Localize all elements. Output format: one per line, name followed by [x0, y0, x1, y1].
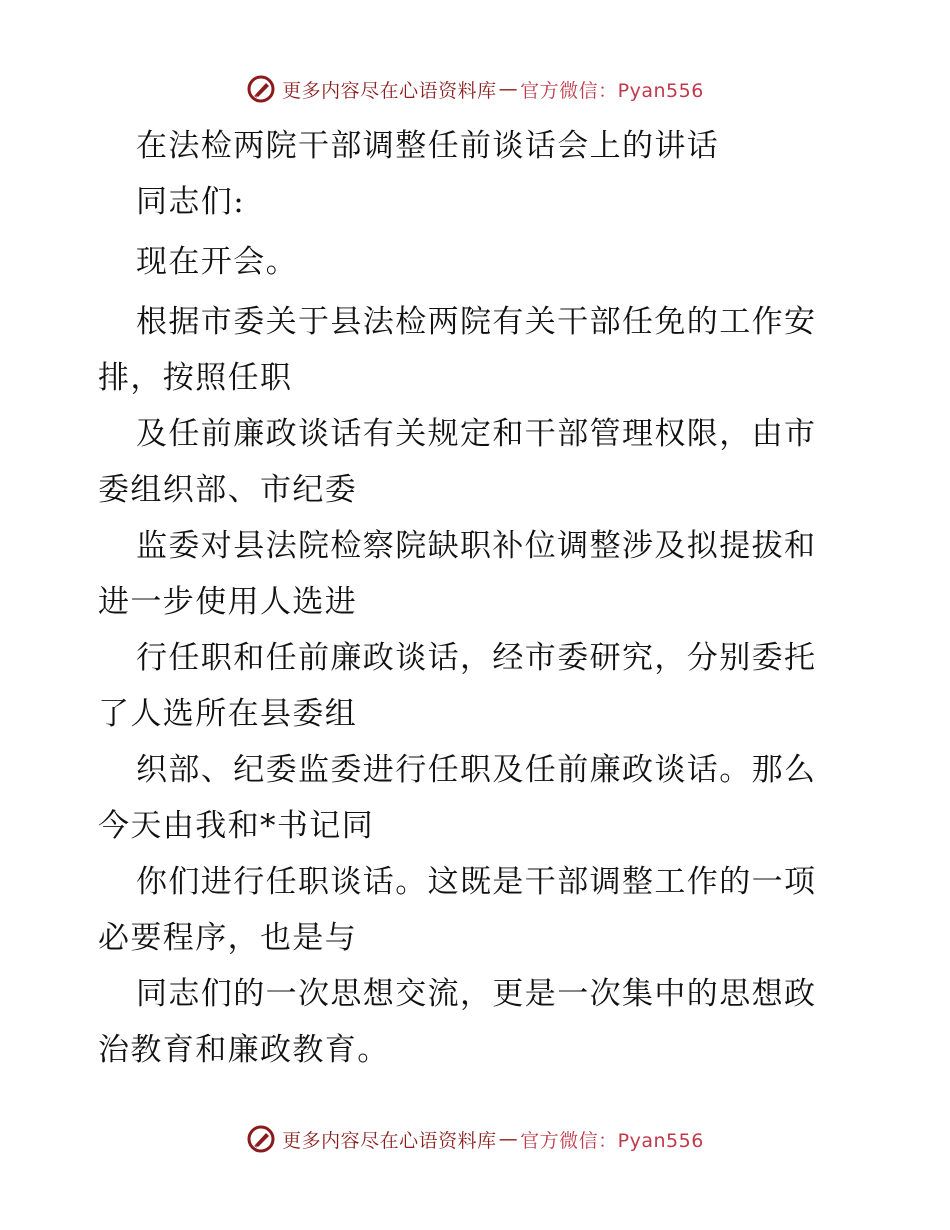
- body-line: 排，按照任职: [98, 360, 293, 396]
- document-body: [98, 120, 854, 1068]
- body-line: 织部、纪委监委进行任职及任前廉政谈话。那么: [136, 752, 817, 788]
- body-line: 同志们的一次思想交流，更是一次集中的思想政: [136, 976, 817, 1012]
- banner-separator: —: [498, 78, 519, 100]
- opening-line: 现在开会。: [136, 244, 298, 280]
- banner-wechat-text: 官方微信：Pyan556: [520, 79, 704, 102]
- pen-logo-icon: [246, 1124, 276, 1154]
- body-line: 及任前廉政谈话有关规定和干部管理权限，由市: [136, 416, 817, 452]
- header-banner: [0, 74, 950, 104]
- pen-logo-icon: [246, 74, 276, 104]
- body-line: 进一步使用人选进: [98, 584, 358, 620]
- body-line: 监委对县法院检察院缺职补位调整涉及拟提拔和: [136, 528, 817, 564]
- body-line: 今天由我和*书记同: [98, 808, 375, 844]
- body-line: 行任职和任前廉政谈话，经市委研究，分别委托: [136, 640, 817, 676]
- footer-banner: [0, 1124, 950, 1154]
- salutation: 同志们:: [136, 184, 246, 220]
- document-title: 在法检两院干部调整任前谈话会上的讲话: [136, 128, 720, 164]
- banner-wechat-text: 官方微信：Pyan556: [520, 1129, 704, 1152]
- body-line: 根据市委关于县法检两院有关干部任免的工作安: [136, 304, 817, 340]
- body-line: 了人选所在县委组: [98, 696, 358, 732]
- body-line: 治教育和廉政教育。: [98, 1032, 390, 1068]
- body-line: 必要程序，也是与: [98, 920, 358, 956]
- banner-site-text: 更多内容尽在心语资料库: [282, 1129, 497, 1152]
- banner-site-text: 更多内容尽在心语资料库: [282, 79, 497, 102]
- body-line: 委组织部、市纪委: [98, 472, 358, 508]
- banner-separator: —: [498, 1128, 519, 1150]
- body-line: 你们进行任职谈话。这既是干部调整工作的一项: [136, 864, 817, 900]
